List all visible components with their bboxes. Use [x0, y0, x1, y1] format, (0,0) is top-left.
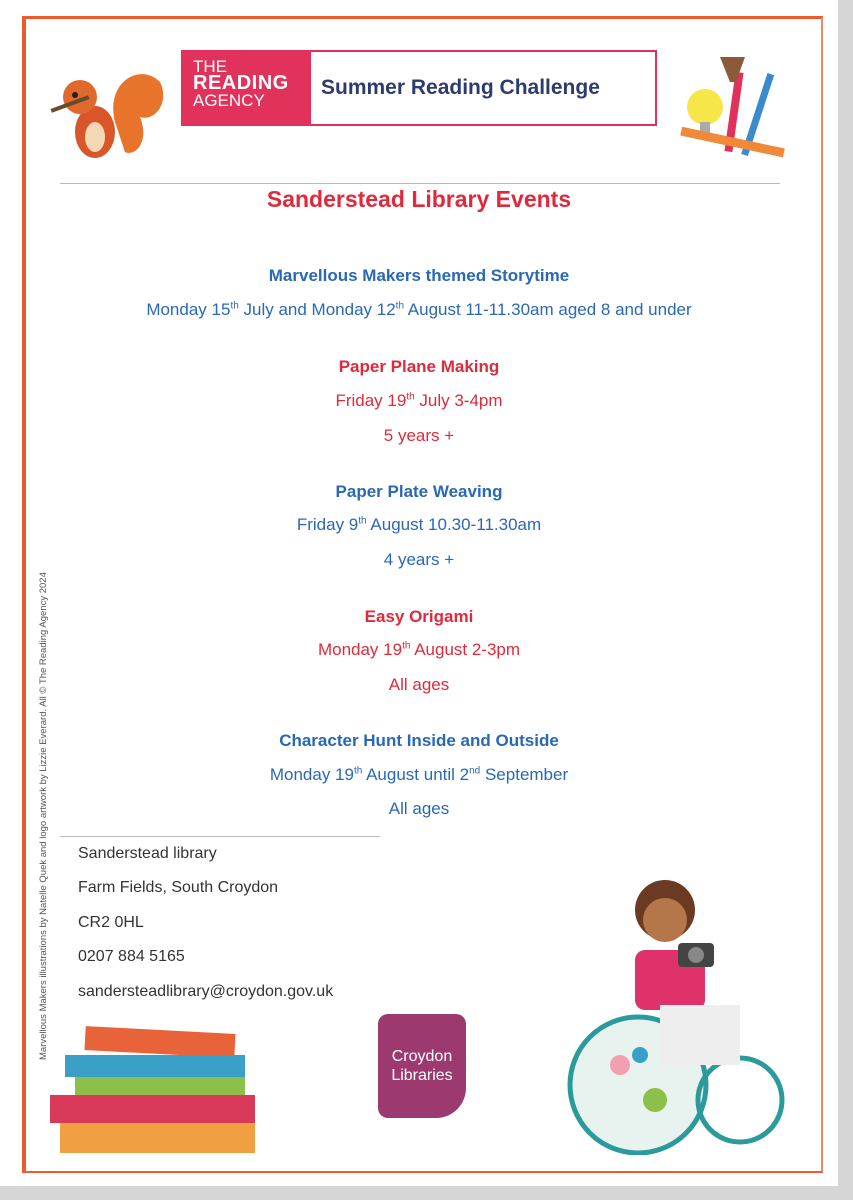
event-age: All ages: [388, 799, 450, 818]
email-address[interactable]: sandersteadlibrary@croydon.gov.uk: [78, 983, 334, 1000]
logo-text: THE: [193, 57, 227, 76]
event-title: Marvellous Makers themed Storytime: [268, 266, 570, 285]
logo-text: Croydon: [391, 1048, 453, 1065]
divider: [60, 183, 780, 184]
divider: [60, 836, 380, 837]
event-date: Friday 19th July 3-4pm: [335, 391, 503, 410]
logo-text: READING: [193, 72, 289, 94]
squirrel-illustration: [45, 62, 170, 167]
event-title: Paper Plate Weaving: [335, 482, 503, 501]
event-date: Monday 19th August until 2nd September: [269, 765, 569, 784]
address-street: Farm Fields, South Croydon: [78, 879, 279, 896]
reading-agency-logo: [183, 52, 311, 124]
challenge-title: Summer Reading Challenge: [321, 76, 600, 99]
event-age: All ages: [388, 675, 450, 694]
illustration-credit: Marvellous Makers illustrations by Natelle Quek and logo artwork by Lizzie Everard. All © The Reading Agency 2024: [38, 572, 49, 1060]
event-title: Paper Plane Making: [338, 357, 500, 376]
page-title: Sanderstead Library Events: [266, 186, 572, 212]
croydon-libraries-logo: [378, 1014, 466, 1118]
girl-wheelchair-illustration: [550, 865, 785, 1155]
logo-text: Libraries: [391, 1067, 453, 1084]
event-date: Monday 19th August 2-3pm: [317, 640, 521, 659]
logo-text: AGENCY: [193, 91, 265, 110]
reading-agency-banner: [181, 50, 657, 126]
event-date: Monday 15th July and Monday 12th August 11-11.30am aged 8 and under: [146, 300, 692, 319]
art-supplies-illustration: [670, 52, 795, 177]
event-title: Easy Origami: [364, 607, 474, 626]
address-postcode: CR2 0HL: [78, 914, 144, 931]
phone-number: 0207 884 5165: [78, 948, 185, 965]
event-title: Character Hunt Inside and Outside: [279, 731, 559, 750]
library-name: Sanderstead library: [78, 845, 217, 862]
event-age: 5 years +: [383, 426, 455, 445]
event-age: 4 years +: [383, 550, 455, 569]
event-date: Friday 9th August 10.30-11.30am: [296, 515, 542, 534]
book-stack-illustration: [45, 1025, 265, 1165]
